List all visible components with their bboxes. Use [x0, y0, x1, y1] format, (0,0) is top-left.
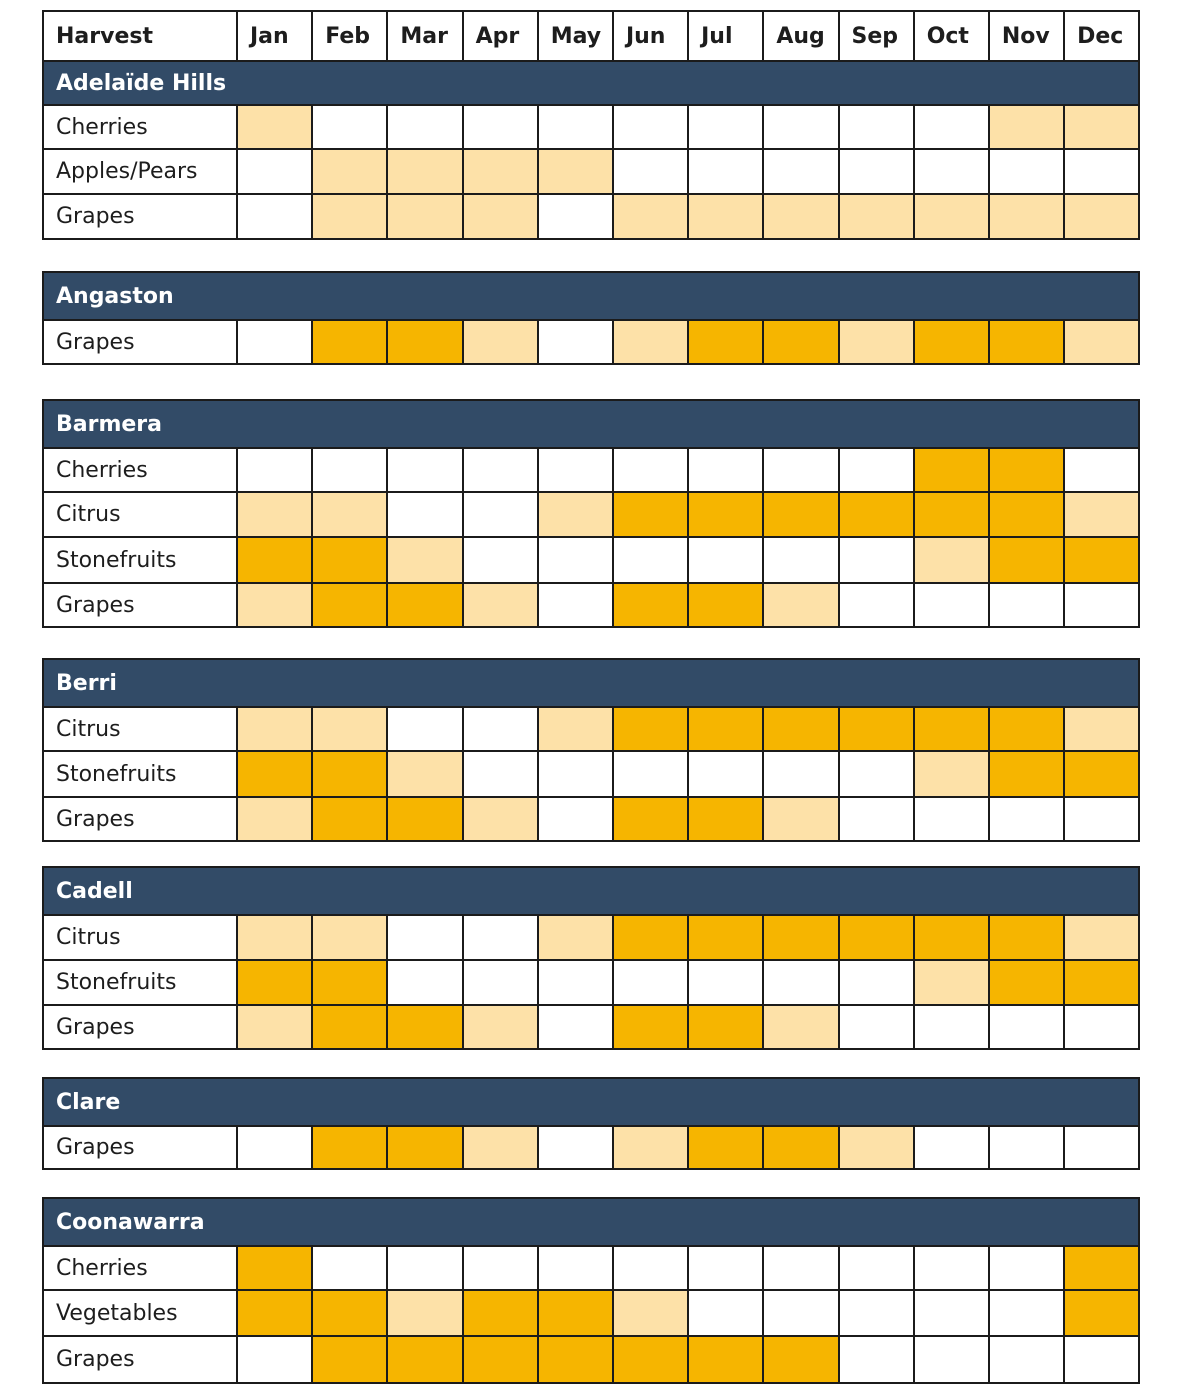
month-cell [762, 1247, 837, 1289]
month-cell [913, 798, 988, 840]
month-cell [913, 493, 988, 536]
month-cell [236, 752, 311, 796]
region-table [42, 271, 1140, 365]
month-cell [311, 150, 386, 193]
month-header: Aug [762, 12, 837, 60]
month-cell [537, 150, 612, 193]
month-cell [612, 1006, 687, 1048]
crop-row [44, 959, 1138, 1004]
month-cell [838, 708, 913, 750]
crop-label: Cherries [56, 114, 148, 140]
month-cell [762, 1337, 837, 1382]
month-cell [1063, 1337, 1138, 1382]
month-cell [462, 708, 537, 750]
month-cell [311, 493, 386, 536]
month-cell [762, 1291, 837, 1335]
header-row [44, 12, 1138, 60]
month-cell [462, 1337, 537, 1382]
month-cell [838, 798, 913, 840]
month-cell [612, 106, 687, 148]
month-cell [311, 798, 386, 840]
month-cell [762, 1127, 837, 1168]
region-title: Barmera [44, 401, 1138, 447]
month-cell [838, 1247, 913, 1289]
month-cell [462, 916, 537, 959]
month-cell [1063, 321, 1138, 363]
month-cell [311, 584, 386, 626]
month-cell [1063, 195, 1138, 238]
month-header: Feb [311, 12, 386, 60]
month-cell [311, 961, 386, 1004]
month-cell [236, 493, 311, 536]
month-cell [913, 916, 988, 959]
month-header: Sep [838, 12, 913, 60]
month-cell [838, 106, 913, 148]
region-title: Berri [44, 660, 1138, 706]
month-cell [838, 961, 913, 1004]
crop-row [44, 1289, 1138, 1335]
region-table [42, 866, 1140, 1050]
month-cell [386, 584, 461, 626]
month-header: Dec [1063, 12, 1138, 60]
crop-label: Stonefruits [56, 761, 177, 787]
month-cell [311, 1337, 386, 1382]
month-cell [838, 449, 913, 491]
month-cell [386, 961, 461, 1004]
month-cell [988, 150, 1063, 193]
month-cell [687, 106, 762, 148]
month-cell [913, 150, 988, 193]
crop-row [44, 1004, 1138, 1048]
month-cell [236, 1291, 311, 1335]
month-cell [1063, 449, 1138, 491]
region-table [42, 1197, 1140, 1384]
month-cell [537, 916, 612, 959]
month-cell [537, 1247, 612, 1289]
month-header: Nov [988, 12, 1063, 60]
month-cell [1063, 752, 1138, 796]
crop-label: Grapes [56, 806, 135, 832]
month-cell [762, 752, 837, 796]
month-cell [236, 798, 311, 840]
month-cell [537, 752, 612, 796]
month-cell [838, 1337, 913, 1382]
month-cell [988, 752, 1063, 796]
month-cell [1063, 106, 1138, 148]
month-cell [762, 449, 837, 491]
month-cell [988, 538, 1063, 582]
month-cell [462, 195, 537, 238]
crop-label: Citrus [56, 925, 121, 950]
crop-label: Grapes [56, 204, 135, 229]
month-cell [236, 321, 311, 363]
month-cell [537, 961, 612, 1004]
month-cell [988, 1127, 1063, 1168]
month-cell [988, 1291, 1063, 1335]
month-cell [386, 1337, 461, 1382]
month-cell [1063, 1247, 1138, 1289]
header-harvest-label: Harvest [56, 23, 153, 49]
month-cell [687, 1337, 762, 1382]
month-cell [988, 798, 1063, 840]
crop-label: Citrus [56, 716, 121, 742]
month-cell [236, 708, 311, 750]
month-cell [537, 538, 612, 582]
month-cell [1063, 493, 1138, 536]
month-cell [236, 1337, 311, 1382]
month-cell [988, 1006, 1063, 1048]
month-cell [462, 449, 537, 491]
month-cell [311, 195, 386, 238]
month-cell [462, 106, 537, 148]
month-cell [462, 584, 537, 626]
month-cell [462, 1006, 537, 1048]
crop-row [44, 319, 1138, 363]
month-cell [462, 1291, 537, 1335]
month-cell [311, 1247, 386, 1289]
month-cell [988, 584, 1063, 626]
region-title: Angaston [44, 273, 1138, 319]
month-cell [612, 449, 687, 491]
month-header: Mar [386, 12, 461, 60]
month-cell [462, 752, 537, 796]
crop-label: Cherries [56, 457, 148, 483]
month-cell [462, 321, 537, 363]
crop-row [44, 491, 1138, 536]
month-cell [988, 195, 1063, 238]
crop-row [44, 796, 1138, 840]
month-cell [913, 961, 988, 1004]
month-cell [612, 961, 687, 1004]
month-cell [386, 449, 461, 491]
month-cell [386, 150, 461, 193]
month-cell [612, 584, 687, 626]
month-cell [687, 708, 762, 750]
month-cell [612, 1291, 687, 1335]
crop-label: Vegetables [56, 1300, 178, 1326]
month-cell [687, 1006, 762, 1048]
crop-label: Grapes [56, 1347, 135, 1372]
month-cell [537, 708, 612, 750]
crop-row [44, 582, 1138, 626]
month-cell [236, 584, 311, 626]
month-cell [1063, 708, 1138, 750]
month-cell [687, 752, 762, 796]
month-cell [687, 961, 762, 1004]
month-header: May [537, 12, 612, 60]
month-cell [762, 798, 837, 840]
month-header: Jul [687, 12, 762, 60]
month-cell [913, 106, 988, 148]
month-cell [838, 195, 913, 238]
month-cell [687, 195, 762, 238]
month-cell [537, 1127, 612, 1168]
month-cell [1063, 1127, 1138, 1168]
month-cell [236, 195, 311, 238]
month-cell [537, 449, 612, 491]
month-cell [462, 538, 537, 582]
month-cell [311, 1127, 386, 1168]
month-cell [236, 538, 311, 582]
month-cell [838, 1127, 913, 1168]
month-cell [838, 752, 913, 796]
month-header: Oct [913, 12, 988, 60]
region-table [42, 399, 1140, 628]
month-cell [762, 538, 837, 582]
region-title: Adelaïde Hills [44, 60, 1138, 104]
month-cell [988, 1337, 1063, 1382]
region-table [42, 1077, 1140, 1170]
month-cell [236, 150, 311, 193]
month-cell [1063, 1291, 1138, 1335]
month-cell [386, 1247, 461, 1289]
month-cell [236, 106, 311, 148]
month-header: Apr [462, 12, 537, 60]
month-cell [762, 961, 837, 1004]
month-cell [537, 493, 612, 536]
month-cell [913, 1006, 988, 1048]
month-cell [687, 916, 762, 959]
crop-label: Grapes [56, 592, 135, 618]
month-cell [311, 449, 386, 491]
month-cell [1063, 798, 1138, 840]
month-cell [612, 321, 687, 363]
month-cell [913, 1337, 988, 1382]
month-cell [462, 961, 537, 1004]
month-cell [537, 584, 612, 626]
month-cell [386, 321, 461, 363]
crop-row [44, 447, 1138, 491]
crop-label: Apples/Pears [56, 159, 198, 184]
month-cell [311, 538, 386, 582]
month-cell [762, 916, 837, 959]
month-cell [687, 1247, 762, 1289]
month-cell [988, 493, 1063, 536]
month-cell [612, 150, 687, 193]
month-cell [913, 1291, 988, 1335]
month-cell [1063, 961, 1138, 1004]
crop-row [44, 536, 1138, 582]
month-cell [386, 1291, 461, 1335]
month-cell [1063, 538, 1138, 582]
crop-row [44, 1335, 1138, 1382]
month-cell [311, 708, 386, 750]
month-cell [386, 798, 461, 840]
month-cell [462, 493, 537, 536]
month-cell [838, 321, 913, 363]
month-cell [612, 798, 687, 840]
month-cell [612, 1127, 687, 1168]
month-cell [612, 538, 687, 582]
month-cell [311, 106, 386, 148]
month-cell [988, 1247, 1063, 1289]
crop-label: Grapes [56, 329, 135, 355]
month-cell [762, 1006, 837, 1048]
crop-row [44, 148, 1138, 193]
month-cell [311, 1291, 386, 1335]
month-cell [612, 916, 687, 959]
month-cell [386, 1006, 461, 1048]
month-cell [913, 708, 988, 750]
month-cell [913, 195, 988, 238]
month-cell [687, 150, 762, 193]
month-cell [687, 538, 762, 582]
crop-row [44, 914, 1138, 959]
month-cell [762, 321, 837, 363]
month-cell [236, 961, 311, 1004]
month-cell [462, 798, 537, 840]
month-cell [762, 106, 837, 148]
month-cell [462, 150, 537, 193]
month-cell [537, 321, 612, 363]
month-cell [838, 493, 913, 536]
month-cell [913, 1127, 988, 1168]
month-cell [1063, 916, 1138, 959]
month-cell [311, 321, 386, 363]
month-cell [687, 1127, 762, 1168]
month-cell [236, 449, 311, 491]
month-cell [988, 961, 1063, 1004]
region-title: Coonawarra [44, 1199, 1138, 1245]
region-table [42, 658, 1140, 842]
month-cell [838, 1006, 913, 1048]
crop-row [44, 750, 1138, 796]
month-cell [988, 916, 1063, 959]
month-cell [687, 584, 762, 626]
month-cell [687, 1291, 762, 1335]
month-header: Jan [236, 12, 311, 60]
month-cell [386, 195, 461, 238]
month-cell [913, 584, 988, 626]
crop-label: Stonefruits [56, 547, 177, 573]
month-cell [1063, 584, 1138, 626]
month-cell [386, 106, 461, 148]
crop-row [44, 1125, 1138, 1168]
region-title: Clare [44, 1079, 1138, 1125]
month-cell [612, 493, 687, 536]
month-cell [537, 195, 612, 238]
month-cell [762, 493, 837, 536]
month-cell [612, 1337, 687, 1382]
month-cell [537, 1006, 612, 1048]
crop-label: Grapes [56, 1135, 135, 1160]
crop-row [44, 193, 1138, 238]
region-table [42, 10, 1140, 240]
month-cell [311, 752, 386, 796]
crop-label: Citrus [56, 502, 121, 527]
month-cell [612, 1247, 687, 1289]
crop-row [44, 706, 1138, 750]
month-cell [612, 708, 687, 750]
month-cell [762, 195, 837, 238]
month-cell [838, 916, 913, 959]
month-cell [311, 916, 386, 959]
month-cell [236, 1006, 311, 1048]
month-cell [236, 916, 311, 959]
month-header: Jun [612, 12, 687, 60]
month-cell [311, 1006, 386, 1048]
month-cell [612, 195, 687, 238]
month-cell [762, 584, 837, 626]
month-cell [687, 798, 762, 840]
month-cell [988, 321, 1063, 363]
month-cell [762, 150, 837, 193]
crop-label: Stonefruits [56, 970, 177, 995]
region-title: Cadell [44, 868, 1138, 914]
month-cell [386, 538, 461, 582]
month-cell [913, 449, 988, 491]
month-cell [687, 449, 762, 491]
month-cell [537, 798, 612, 840]
month-cell [1063, 1006, 1138, 1048]
month-cell [236, 1247, 311, 1289]
month-cell [1063, 150, 1138, 193]
month-cell [988, 106, 1063, 148]
crop-label: Grapes [56, 1014, 135, 1040]
month-cell [386, 1127, 461, 1168]
month-cell [386, 752, 461, 796]
month-cell [988, 708, 1063, 750]
month-cell [537, 106, 612, 148]
month-cell [236, 1127, 311, 1168]
month-cell [838, 584, 913, 626]
month-cell [537, 1337, 612, 1382]
month-cell [913, 1247, 988, 1289]
month-cell [386, 493, 461, 536]
month-cell [762, 708, 837, 750]
crop-row [44, 1245, 1138, 1289]
month-cell [913, 752, 988, 796]
crop-row [44, 104, 1138, 148]
month-cell [687, 321, 762, 363]
month-cell [913, 538, 988, 582]
month-cell [462, 1127, 537, 1168]
crop-label: Cherries [56, 1255, 148, 1281]
month-cell [838, 1291, 913, 1335]
month-cell [386, 708, 461, 750]
month-cell [988, 449, 1063, 491]
month-cell [913, 321, 988, 363]
month-cell [838, 150, 913, 193]
month-cell [612, 752, 687, 796]
month-cell [386, 916, 461, 959]
month-cell [838, 538, 913, 582]
month-cell [687, 493, 762, 536]
month-cell [537, 1291, 612, 1335]
month-cell [462, 1247, 537, 1289]
